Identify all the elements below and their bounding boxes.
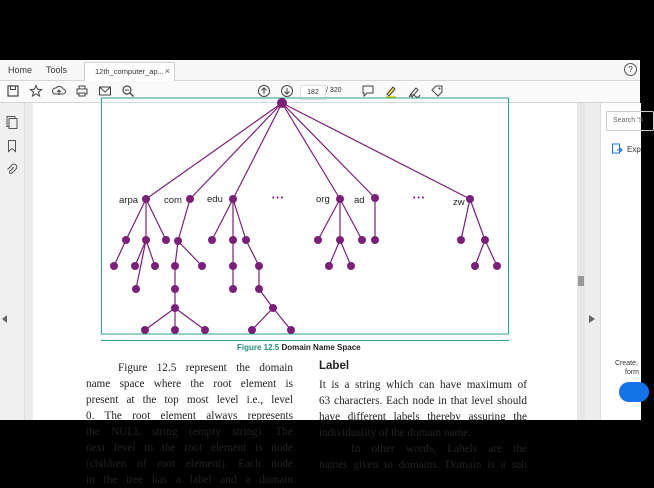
promo-action-button[interactable]: [619, 382, 649, 402]
tree-edge-a1-a11: [114, 240, 126, 266]
node-label-zw: zw: [453, 197, 465, 208]
tree-node-e312: [269, 304, 277, 312]
tree-node-c11: [171, 262, 179, 270]
tree-node-e3121: [248, 326, 256, 334]
tree-edge-o2-o21: [329, 240, 340, 266]
tree-edge-c112-c1123: [175, 308, 205, 330]
upload-icon[interactable]: [52, 84, 66, 98]
tree-node-c1123: [201, 326, 209, 334]
menu-tools[interactable]: Tools: [46, 65, 68, 75]
tree-node-e21: [229, 262, 237, 270]
tree-node-c12: [198, 262, 206, 270]
tree-node-zw: [466, 195, 474, 203]
menu-bar: [0, 60, 640, 81]
right-column-text: [319, 377, 527, 473]
tree-edge-z2-z21: [475, 240, 485, 266]
left-column-text: [86, 360, 293, 488]
tree-node-o3: [358, 236, 366, 244]
text-line: have different labels thereby assuring the: [319, 411, 527, 423]
attachments-icon[interactable]: [5, 163, 19, 177]
tree-node-ad: [371, 194, 379, 202]
save-icon[interactable]: [6, 84, 20, 98]
tree-node-com: [186, 195, 194, 203]
scrollbar-thumb[interactable]: [578, 276, 584, 286]
page-gutter-left: [25, 103, 33, 420]
tree-edge-a2-a22: [146, 240, 155, 266]
tree-edge-edu-e3: [233, 199, 246, 240]
tree-node-root: [277, 98, 287, 108]
tree-node-z1: [457, 236, 465, 244]
tree-node-a2: [142, 236, 150, 244]
node-label-org: org: [316, 194, 330, 205]
tree-node-arpa: [142, 195, 150, 203]
tree-edge-e312-e3122: [273, 308, 291, 330]
document-tab-title: 12th_computer_ap...: [95, 67, 164, 76]
highlight-pen-icon[interactable]: [384, 84, 398, 98]
text-line: name space where the root element is: [86, 378, 293, 390]
menu-home[interactable]: Home: [8, 65, 33, 75]
promo-line: form: [625, 369, 639, 376]
ellipsis-dots-1: • • •: [272, 195, 284, 202]
tree-edge-c112-c1121: [145, 308, 175, 330]
document-tab[interactable]: [84, 62, 175, 81]
tree-edge-zw-z2: [470, 199, 485, 240]
vertical-scrollbar[interactable]: [577, 103, 585, 420]
right-tools-pane: [600, 103, 644, 420]
node-label-com: com: [164, 195, 182, 206]
tree-node-o22: [347, 262, 355, 270]
text-line: It is a string which can have maximum of: [319, 379, 527, 391]
text-line: 0. The root element always represents: [86, 410, 293, 422]
tree-node-o21: [325, 262, 333, 270]
page-total: / 320: [326, 87, 342, 94]
tree-node-a11: [110, 262, 118, 270]
tree-node-e2: [229, 236, 237, 244]
tree-node-edu: [229, 195, 237, 203]
tree-node-z2: [481, 236, 489, 244]
tree-node-e31: [255, 262, 263, 270]
tree-edge-root-com: [190, 103, 282, 199]
label-heading: Label: [319, 360, 350, 372]
tree-node-a1: [122, 236, 130, 244]
figure-frame: [102, 98, 509, 334]
tree-edge-c1-c12: [178, 241, 202, 266]
print-icon[interactable]: [75, 84, 89, 98]
stamp-icon[interactable]: [430, 84, 444, 98]
bookmark-star-icon[interactable]: [29, 84, 43, 98]
help-icon[interactable]: ?: [624, 63, 637, 76]
figure-title: Domain Name Space: [281, 343, 361, 352]
tree-node-org: [336, 195, 344, 203]
tree-edge-root-ad: [282, 103, 375, 198]
domain-name-space-figure: [33, 103, 577, 343]
ellipsis-dots-2: • • •: [413, 195, 425, 202]
tree-node-c1: [174, 237, 182, 245]
email-icon[interactable]: [98, 84, 112, 98]
tree-edge-a2-a21: [135, 240, 146, 266]
text-line: In other words, Labels are the: [351, 443, 527, 455]
tree-node-z22: [493, 262, 501, 270]
figure-caption: [237, 343, 361, 352]
text-line: (children of root element). Each node: [86, 458, 293, 470]
text-line: Figure 12.5 represent the domain: [118, 362, 293, 374]
text-line: next level to the root element is node: [86, 442, 293, 454]
toolbar: [0, 81, 640, 103]
tree-edge-e312-e3121: [252, 308, 273, 330]
tree-node-e3: [242, 236, 250, 244]
node-label-ad: ad: [354, 195, 365, 206]
tree-node-c1122: [171, 326, 179, 334]
tree-edge-z2-z22: [485, 240, 497, 266]
text-line: names given to domains. Domain is a sub: [319, 459, 527, 471]
tree-node-o2: [336, 236, 344, 244]
caption-rule: [101, 340, 509, 341]
document-page: [33, 103, 577, 486]
tools-search-input[interactable]: Search 'S: [606, 111, 654, 131]
tree-node-o1: [314, 236, 322, 244]
node-label-edu: edu: [207, 194, 223, 205]
tree-edge-org-o1: [318, 199, 340, 240]
text-line: in the tree has a label and a domain: [86, 474, 293, 486]
tree-node-e22: [229, 285, 237, 293]
tree-node-e1: [208, 236, 216, 244]
tree-edge-e3-e31: [246, 240, 259, 266]
tree-node-e3122: [287, 326, 295, 334]
text-line: 63 characters. Each node in that level should: [319, 395, 527, 407]
pdf-reader-window: [0, 60, 644, 486]
tree-node-a3: [162, 236, 170, 244]
expand-right-arrow-icon[interactable]: [589, 315, 595, 323]
node-label-arpa: arpa: [119, 195, 139, 206]
tree-node-e311: [255, 285, 263, 293]
tree-edge-edu-e1: [212, 199, 233, 240]
export-pdf-label[interactable]: Exp: [627, 145, 641, 154]
figure-number: Figure 12.5: [237, 343, 280, 352]
tree-edge-root-zw: [282, 103, 470, 199]
tree-node-d1: [371, 236, 379, 244]
next-page-icon[interactable]: [280, 84, 294, 98]
tab-close-icon[interactable]: ×: [164, 66, 170, 76]
tree-node-c112: [171, 304, 179, 312]
tree-node-c111: [171, 285, 179, 293]
text-line: the NULL string (empty string). The: [86, 426, 293, 438]
page-thumbnails-icon[interactable]: [5, 115, 19, 129]
tree-node-a22: [151, 262, 159, 270]
promo-line: Create,: [615, 360, 638, 367]
collapse-left-arrow-icon[interactable]: [2, 315, 8, 323]
text-line: present at the top most level i.e., level: [86, 394, 293, 406]
tree-edge-root-arpa: [146, 103, 282, 199]
draw-pen-icon[interactable]: [407, 84, 421, 98]
page-gutter-right: [585, 103, 600, 420]
text-line: individuality of the domain name.: [319, 427, 471, 439]
tree-edge-root-edu: [233, 103, 282, 199]
tree-node-z21: [471, 262, 479, 270]
left-navigation-pane: [0, 103, 25, 420]
export-pdf-icon[interactable]: [611, 143, 623, 155]
tree-node-a221: [132, 285, 140, 293]
bookmarks-icon[interactable]: [5, 139, 19, 153]
tree-edge-o2-o22: [340, 240, 351, 266]
previous-page-icon[interactable]: [257, 84, 271, 98]
tree-node-c1121: [141, 326, 149, 334]
tree-edge-arpa-a3: [146, 199, 166, 240]
page-number-input[interactable]: 182: [300, 85, 326, 100]
tree-node-a21: [131, 262, 139, 270]
create-form-promo: [615, 359, 639, 377]
comment-icon[interactable]: [361, 84, 375, 98]
zoom-search-icon[interactable]: [121, 84, 135, 98]
